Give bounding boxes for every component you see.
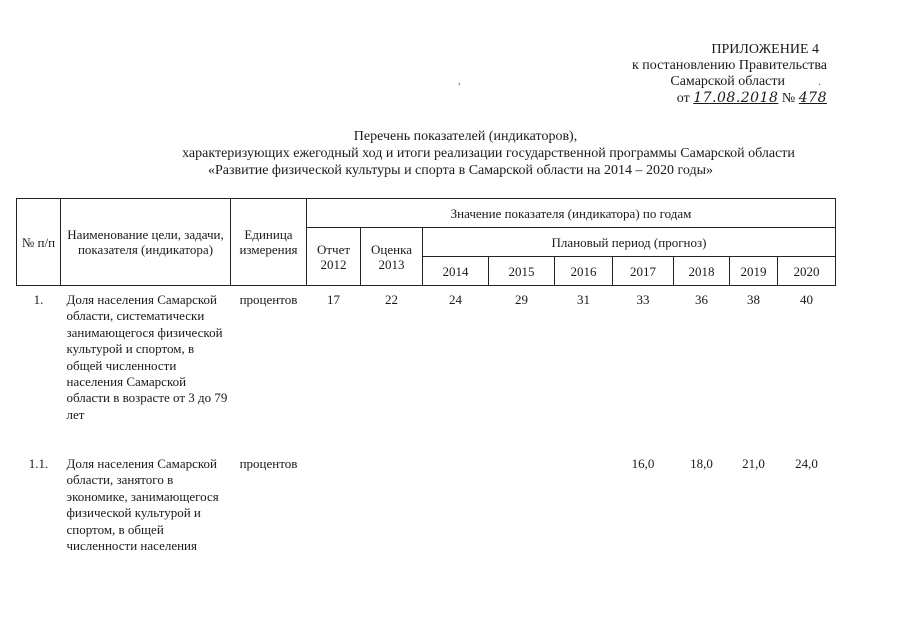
date-prefix: от [676,91,690,106]
document-title [0,128,905,179]
handwritten-number: 478 [798,90,827,106]
handwritten-date: 17.08.2018 [693,90,779,106]
row-value-2017: 33 [636,292,650,307]
header-year: 2016 [555,257,613,286]
header-unit: Единица измерения [231,199,307,286]
table-row [17,450,836,554]
header-year: 2020 [778,257,836,286]
appendix-region-line: Самарской области [670,74,785,89]
number-prefix: № [781,91,796,106]
row-report: 17 [327,292,340,307]
row-name: Доля населения Самарской области, систематически занимающегося физической культурой и спортом, в общей численности населения Самарской области в возрасте от 3 до 79 лет [66,292,228,422]
row-value-2015 [489,450,555,554]
row-value-2015: 29 [515,292,528,307]
row-value-2017: 16,0 [631,456,655,471]
row-unit: процентов [239,292,298,307]
indicators-table [16,198,836,554]
row-report [307,450,361,554]
row-num: 1.1. [28,456,49,471]
row-name: Доля населения Самарской области, занятого в экономике, занимающегося физической культурой и спортом, в общей численности населения [66,456,219,554]
row-num: 1. [33,292,44,307]
appendix-decree-line: к постановлению Правительства [631,58,827,73]
scan-speck: , [458,76,461,87]
row-value-2018: 36 [695,292,708,307]
header-plan-group: Плановый период (прогноз) [423,228,836,257]
row-value-2016: 31 [577,292,590,307]
header-values-group: Значение показателя (индикатора) по годам [307,199,836,228]
title-line-3: «Развитие физической культуры и спорта в Самарской области на 2014 – 2020 годы» [207,163,714,178]
row-value-2019: 38 [747,292,760,307]
appendix-block [567,42,827,107]
row-value-2014: 24 [449,292,462,307]
row-value-2016 [555,450,613,554]
header-num: № п/п [17,199,61,286]
header-year: 2015 [489,257,555,286]
header-year: 2019 [730,257,778,286]
appendix-date-line [567,90,827,107]
header-estimate: Оценка 2013 [361,228,423,286]
scan-speck: · [818,80,822,91]
row-value-2020: 40 [800,292,813,307]
row-unit: процентов [239,456,298,471]
row-value-2018: 18,0 [690,456,713,471]
header-year: 2014 [423,257,489,286]
appendix-title: ПРИЛОЖЕНИЕ 4 [711,42,819,57]
header-year: 2017 [613,257,674,286]
header-report: Отчет 2012 [307,228,361,286]
header-year: 2018 [674,257,730,286]
title-line-1: Перечень показателей (индикаторов), [353,129,578,144]
row-value-2014 [423,450,489,554]
header-name: Наименование цели, задачи, показателя (индикатора) [61,199,231,286]
table-row [17,286,836,451]
row-estimate [361,450,423,554]
row-value-2020: 24,0 [795,456,818,471]
row-value-2019: 21,0 [742,456,765,471]
row-estimate: 22 [385,292,398,307]
title-line-2: характеризующих ежегодный ход и итоги реализации государственной программы Самарской области [182,146,795,161]
